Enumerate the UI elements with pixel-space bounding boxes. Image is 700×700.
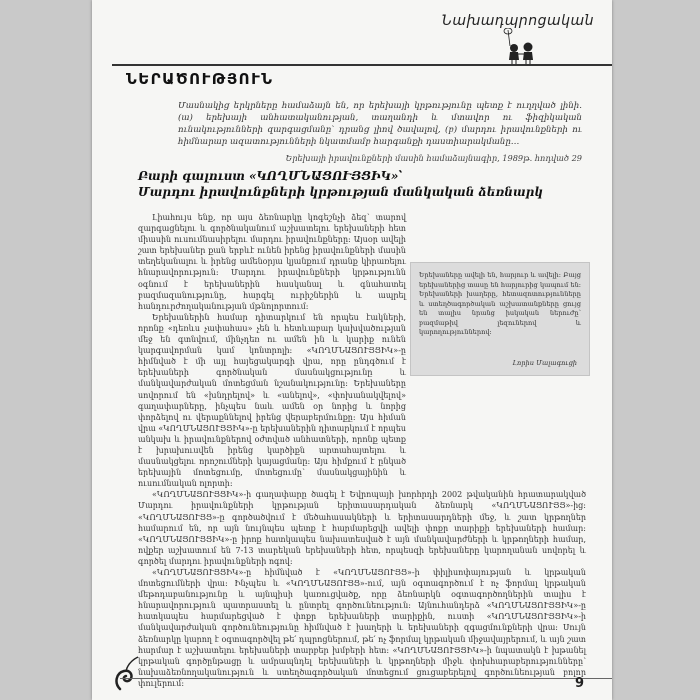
children-illustration — [498, 28, 544, 66]
document-page — [92, 0, 612, 700]
quote-text: Երեխաները ավելի են, հարյուր և ավելի: Բայց երեխաներից տասը են հարյուրից կապում են: Երեխաների խաղերը, հետազոտությունները և ստեղծագործական աշխատանքները ցույց են տալիս նրանց իսկական ներուժը՝ բազմաթիվ լեզուներով և կարողություններով: — [419, 271, 581, 336]
running-title: Նախադպրոցական — [441, 13, 594, 29]
article-subtitle — [138, 168, 578, 200]
section-title: ՆԵՐԱԾՈՒԹՅՈՒՆ — [126, 70, 274, 88]
section-rule — [112, 64, 612, 66]
quote-box — [410, 262, 590, 376]
footer-rule — [120, 678, 612, 679]
paragraph-3: «ԿՈՂՄՆԱՑՈՒՅՑԻԿ»-ի գաղափարը ծագել է Եվրոպայի խորհրդի 2002 թվականին հրատարակված Մարդու իրավունքների կրթության երիտասարդական ձեռնարկ «ԿՈՂՄՆԱՑՈՒՅՑ»-ից: «ԿՈՂՄՆԱՑՈՒՅՑ»-ը գործածվում է մեծահասակների և երիտասարդների մեջ, և շատ կրթողներ համարում են, որ այն նույնպես պետք է հարմարեցվի ավելի փոքր տարիքի երեխաների համար: «ԿՈՂՄՆԱՑՈՒՅՑԻԿ»-ը իրոք հատկապես նախատեսված է այն մանկավարժների և կրթողների համար, ովքեր աշխատում են 7-13 տարեկան երեխաների հետ, որպեսզի երեխաները կարողանան սովորել և գործել մարդու իրավունքների ոգով: — [138, 490, 586, 566]
paragraph-4: «ԿՈՂՄՆԱՑՈՒՅՑԻԿ»-ը հիմնված է «ԿՈՂՄՆԱՑՈՒՅՑ»-ի փիլիսոփայության և կրթական մոտեցումների վրա: Ինչպես և «ԿՈՂՄՆԱՑՈՒՅՑ»-ում, այն օգտագործում է ոչ ֆորմալ կրթական մեթոդաբանությունը և այնպիսի կառուցվածք, որը ձեռնարկն օգտագործողներին տալիս է հնարավորություն պատրաստել և ընտրել գործունեություն: Այնուհանդերձ «ԿՈՂՄՆԱՑՈՒՅՑԻԿ»-ը հատկապես հարմարեցված է փոքր երեխաների տարիքին, ուստի «ԿՈՂՄՆԱՑՈՒՅՑԻԿ»-ի մանկավարժական գործունեությունը հիմնված է խաղերի և երեխաների զգացմունքների վրա: Սույն ձեռնարկը կարող է օգտագործվել թե՛ դպրոցներում, թե՛ ոչ ֆորմալ կրթական միջավայրերում, և այն շատ հարմար է աշխատելու երեխաների տարբեր խմբերի հետ: «ԿՈՂՄՆԱՑՈՒՅՑԻԿ»-ի նպատակն է խթանել կրթական գործընթացը և ամրապնդել երեխաների և կրթողների միջև փոխհարաբերությունները՝ նախաձեռնողականություն և ստեղծագործական մոտեցում ցուցաբերելով գործունեության բոլոր փուլերում: — [138, 568, 586, 688]
subtitle-line-1: Բարի գալուստ «ԿՈՂՄՆԱՑՈՒՅՑԻԿ»՝ — [138, 169, 403, 183]
paragraph-1: Լիահույս ենք, որ այս ձեռնարկը կոգեշնչի ձեզ՝ տարով զարգացնելու և գործնականում աշխատելու երեխաների հետ միասին ուսումնասիրելու մարդու իրավունքները: Այսօր ավելի շատ երեխաներ քան երբևէ ունեն իրենց իրավունքների մասին տեղեկանալու և իրենց ամենօրյա կյանքում դրանք կիրառելու հնարավորություն: Մարդու իրավունքների կրթությունն օգնում է երեխաներին հասկանալ և գնահատել բազմազանությունը, հարգել ուրիշներին և ապրել հանդուրժողականության մթնոլորտում: — [138, 213, 406, 311]
epigraph-text: Մասնակից երկրները համաձայն են, որ երեխայի կրթությունը պետք է ուղղված լինի. (ա) երեխայի անհատականության, տաղանդի և մտավոր ու ֆիզիկական ունակությունների զարգացմանը՝ դրանց լիով ծավալով, (բ) մարդու իրավունքների ու հիմնարար ազատությունների նկատմամբ հարգանքի դաստիարակմանը… — [178, 101, 582, 147]
epigraph-source: Երեխայի իրավունքների մասին համաձայնագիր, 1989թ. հոդված 29 — [285, 153, 582, 163]
subtitle-line-2: Մարդու իրավունքների կրթության մանկական ձեռնարկ — [138, 185, 543, 199]
quote-author: Լորիս Մալագուցի — [512, 359, 577, 367]
swirl-ornament-icon — [112, 655, 142, 691]
paragraph-2: Երեխաներին համար դիտարկում են որպես էակների, որոնք «դեռևս չափահաս» չեն և հետևաբար կախվածության մեջ են գտնվում, մինչդեռ ու ամեն ին և կարիք ունեն կարգավորման կամ կոնտրոլի: «ԿՈՂՄՆԱՑՈՒՅՑԻԿ»-ը հիմնված է մի այլ հայեցակարգի վրա, որը ընդգծում է երեխաների գործնական մասնակցությունը և մանկավարժական մոտեցման նշանակությունը: Երեխաները սովորում են «խնդրելով» և «անելով», «փոխանակվելով» գաղափարները, ինչպես նաև ամեն օր նորից և նորից փորձելով ու վերաքննելով իրենց վերաբերմունքը: Այս հիման վրա «ԿՈՂՄՆԱՑՈՒՅՑԻԿ»-ը երեխաներին դիտարկում է որպես անկախ և իրավունքներով օժտված անհատների, որոնք պետք է խրախուսվեն իրենց կարծիքն արտահայտելու և մասնակցելու որոշումների կայացմանը: Այս հիմքում է ընկած երեխային մոտեցումը, մոտեցումը՝ մասնակցայինին և ուսումնական ոլորտի: — [138, 312, 406, 489]
page-number: 9 — [574, 676, 584, 691]
